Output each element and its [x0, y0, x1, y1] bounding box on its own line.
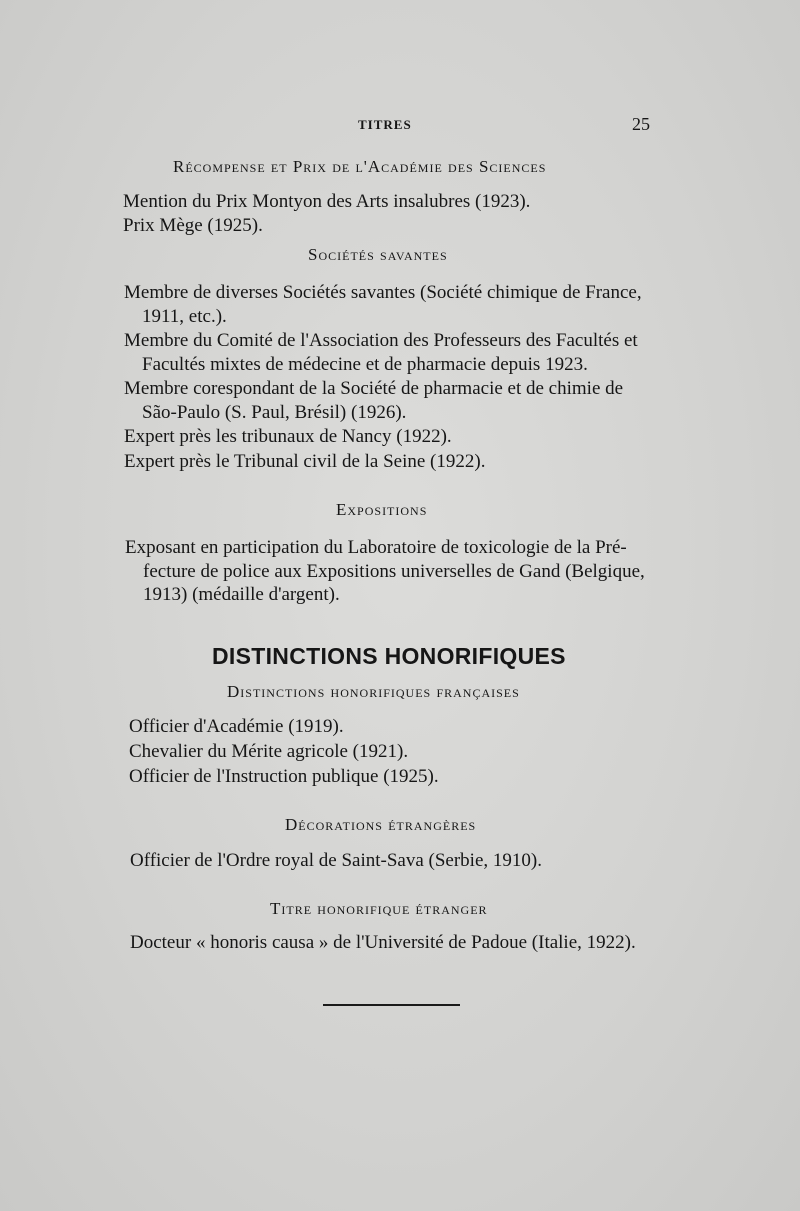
section-title-expositions: Expositions: [336, 500, 428, 519]
entry-line: Membre du Comité de l'Association des Professeurs des Facultés et: [124, 330, 638, 351]
section-title-francaises: Distinctions honorifiques françaises: [227, 682, 520, 701]
list-item: [124, 281, 642, 328]
list-item: Expert près le Tribunal civil de la Seine (1922).: [124, 451, 486, 472]
running-header: TITRES: [358, 117, 412, 132]
section-title-etrangeres: Décorations étrangères: [285, 815, 477, 834]
list-item: Officier de l'Instruction publique (1925).: [129, 766, 439, 787]
entry-line: fecture de police aux Expositions universelles de Gand (Belgique,: [143, 560, 645, 582]
section-title-recompense: Récompense et Prix de l'Académie des Sciences: [173, 157, 547, 176]
entry-line: Facultés mixtes de médecine et de pharmacie depuis 1923.: [142, 353, 588, 375]
list-item: [124, 329, 638, 376]
list-item: Docteur « honoris causa » de l'Université de Padoue (Italie, 1922).: [130, 932, 636, 953]
list-item: Officier d'Académie (1919).: [129, 716, 344, 737]
entry-line: Membre de diverses Sociétés savantes (Société chimique de France,: [124, 282, 642, 303]
list-item: Chevalier du Mérite agricole (1921).: [129, 741, 409, 762]
page-number: 25: [632, 114, 650, 134]
list-item: [125, 536, 645, 607]
entry-line: São-Paulo (S. Paul, Brésil) (1926).: [142, 401, 407, 423]
list-item: Mention du Prix Montyon des Arts insalubres (1923).: [123, 191, 531, 212]
list-item: Officier de l'Ordre royal de Saint-Sava (Serbie, 1910).: [130, 850, 542, 871]
entry-line: 1913) (médaille d'argent).: [143, 584, 340, 605]
page-title: DISTINCTIONS HONORIFIQUES: [212, 643, 566, 669]
entry-line: 1911, etc.).: [142, 305, 227, 327]
entry-line: Exposant en participation du Laboratoire de toxicologie de la Pré-: [125, 537, 627, 558]
section-title-titre: Titre honorifique étranger: [270, 899, 488, 918]
list-item: Prix Mège (1925).: [123, 215, 263, 236]
end-rule: [323, 1004, 460, 1006]
section-title-societes: Sociétés savantes: [308, 245, 448, 264]
list-item: [124, 377, 623, 424]
list-item: Expert près les tribunaux de Nancy (1922).: [124, 426, 452, 447]
entry-line: Membre corespondant de la Société de pharmacie et de chimie de: [124, 378, 624, 399]
